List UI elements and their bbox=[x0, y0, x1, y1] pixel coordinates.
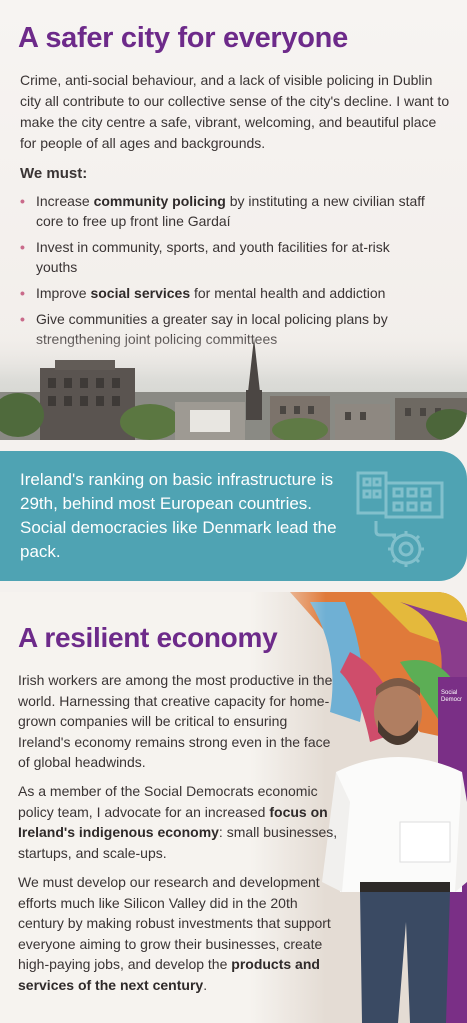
bullet-item: • Improve social services for mental health and addiction bbox=[20, 285, 386, 301]
economy-paragraph-1: Irish workers are among the most productive in the world. Harnessing that creative capacity for home-grown companies will be critical to ensuring Ireland's economy remains strong even in the face of global headwinds. bbox=[18, 672, 333, 770]
bullet-dot-icon: • bbox=[20, 285, 25, 301]
economy-paragraph-3: We must develop our research and development efforts much like Silicon Valley did in the 20th century by making robust investments that support everyone aiming to grow their businesses, create high-paying jobs, and develop the products and services of the next century. bbox=[18, 874, 331, 993]
safer-city-section bbox=[0, 0, 467, 440]
infrastructure-text: Ireland's ranking on basic infrastructure is 29th, behind most European countries. Social democracies like Denmark lead the pack. bbox=[20, 470, 337, 561]
economy-heading: A resilient economy bbox=[18, 622, 278, 653]
bullet-dot-icon: • bbox=[20, 239, 25, 255]
building-gear-icon bbox=[346, 461, 456, 571]
economy-paragraph-2: As a member of the Social Democrats economic policy team, I advocate for an increased focus on Ireland's indigenous economy: small businesses, startups, and scale-ups. bbox=[18, 783, 338, 861]
bullet-item: • Give communities a greater say in local policing plans by bbox=[20, 311, 388, 327]
economy-section bbox=[0, 592, 467, 1023]
safer-city-intro: Crime, anti-social behaviour, and a lack of visible policing in Dublin city all contribute to our collective sense of the city's decline. I want to make the city centre a safe, vibrant, welcoming, and beautiful place for people of all ages and backgrounds. bbox=[20, 72, 450, 151]
infrastructure-panel bbox=[0, 451, 467, 581]
bullet-dot-icon: • bbox=[20, 311, 25, 327]
bullet-dot-icon: • bbox=[20, 193, 25, 209]
we-must-label: We must: bbox=[20, 165, 88, 182]
dublin-skyline-image bbox=[0, 330, 467, 440]
safer-city-heading: A safer city for everyone bbox=[18, 22, 348, 54]
bullet-item: • Invest in community, sports, and youth facilities for at-risk youths bbox=[20, 239, 390, 275]
bullet-item: • Increase community policing by instituting a new civilian staff core to free up front line Gardaí bbox=[20, 193, 425, 229]
